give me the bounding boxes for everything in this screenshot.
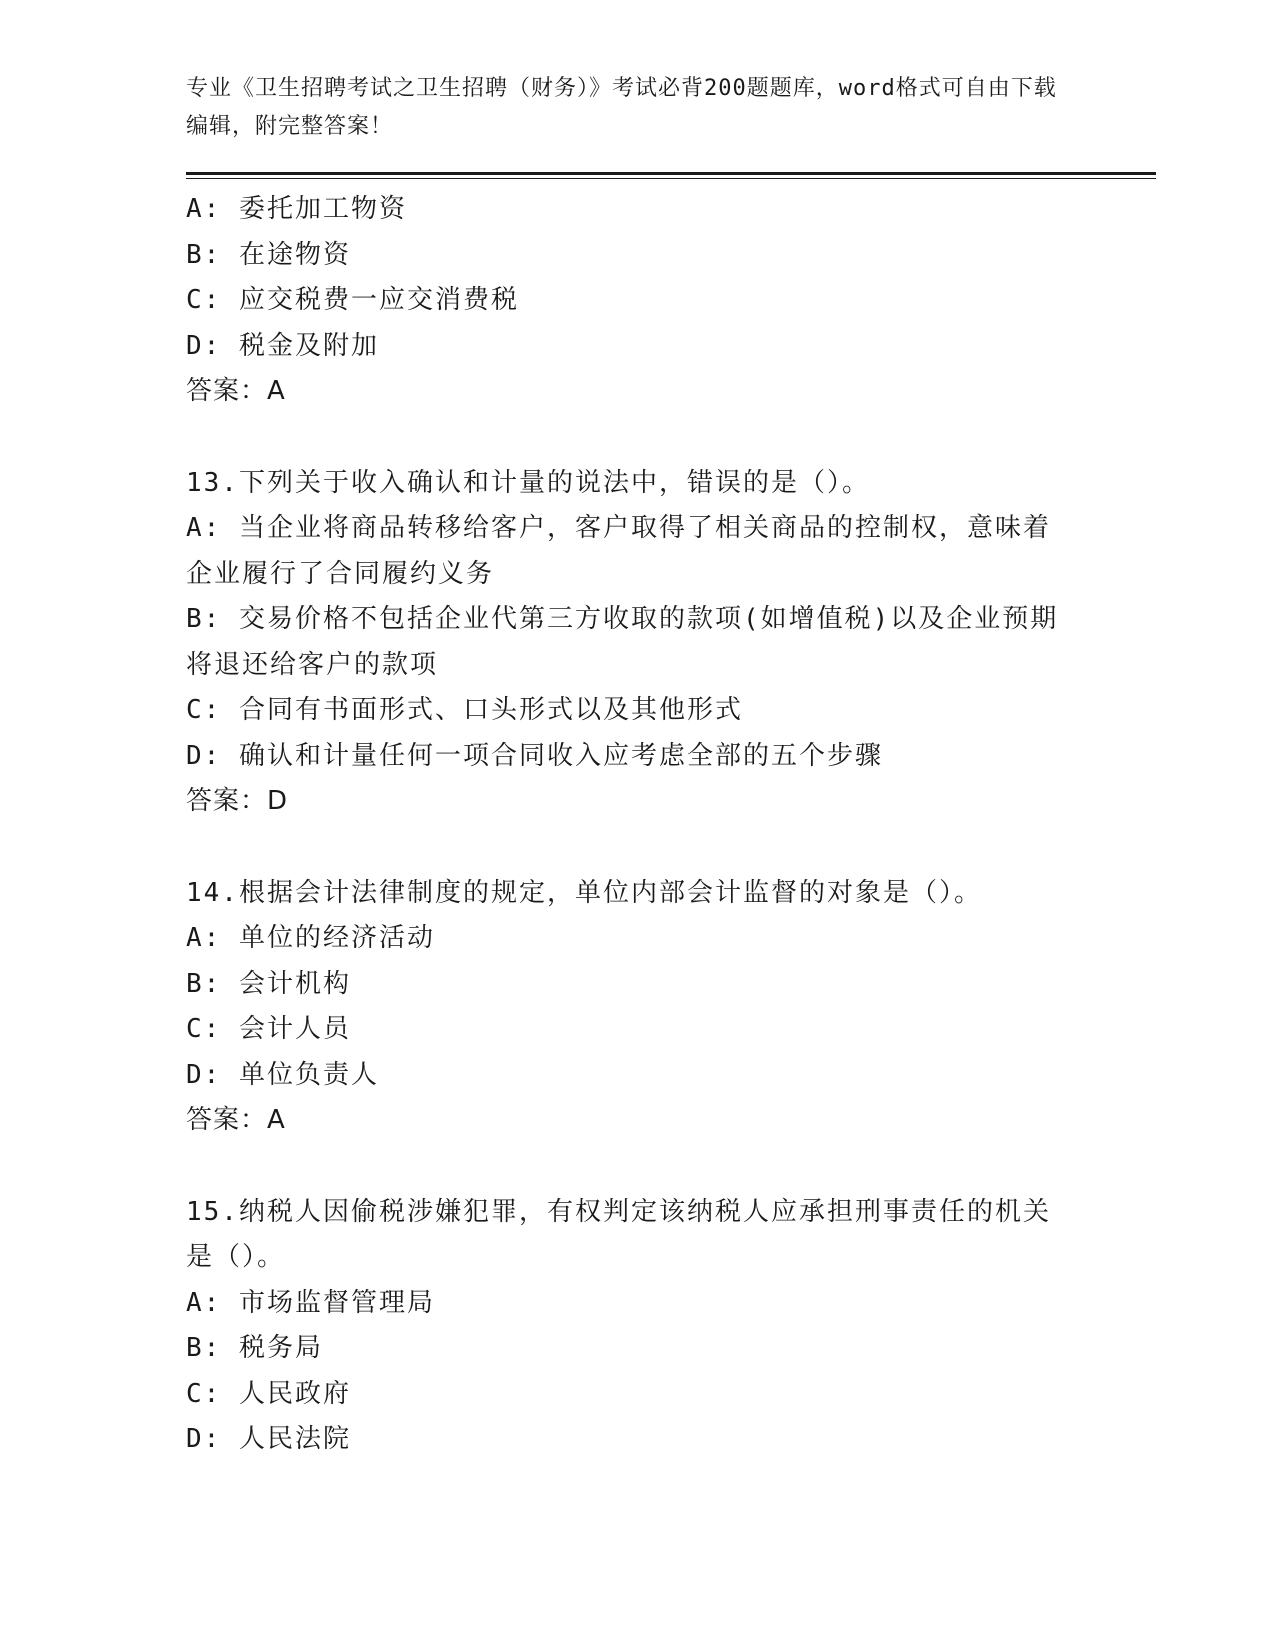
option-b: B: 税务局 <box>186 1333 323 1363</box>
question-13 <box>186 461 1066 825</box>
header-divider <box>186 172 1156 179</box>
option-d: D: 税金及附加 <box>186 330 379 361</box>
option-a: A: 市场监督管理局 <box>186 1287 435 1318</box>
option-d: D: 人民法院 <box>186 1424 351 1454</box>
question-stem: 15.纳税人因偷税涉嫌犯罪，有权判定该纳税人应承担刑事责任的机关是（）。 <box>186 1196 1051 1272</box>
option-d: D: 单位负责人 <box>186 1059 379 1090</box>
option-d: D: 确认和计量任何一项合同收入应考虑全部的五个步骤 <box>186 740 883 771</box>
answer-line: 答案：D <box>186 786 289 816</box>
option-a: A: 委托加工物资 <box>186 194 407 224</box>
document-header: 专业《卫生招聘考试之卫生招聘（财务）》考试必背200题题库，word格式可自由下载编辑，附完整答案！ <box>186 76 1057 139</box>
question-15 <box>186 1190 1066 1463</box>
answer-line: 答案：A <box>186 1105 286 1135</box>
question-stem: 14.根据会计法律制度的规定，单位内部会计监督的对象是（）。 <box>186 877 982 908</box>
option-b: B: 交易价格不包括企业代第三方收取的款项(如增值税)以及企业预期将退还给客户的款项 <box>186 604 1059 680</box>
document-page <box>186 70 1156 1463</box>
question-14 <box>186 871 1066 1144</box>
question-list <box>186 187 1066 1463</box>
question-stem: 13.下列关于收入确认和计量的说法中，错误的是（）。 <box>186 467 870 498</box>
answer-line: 答案：A <box>186 376 286 406</box>
option-b: B: 在途物资 <box>186 239 351 270</box>
question-12-tail <box>186 187 1066 415</box>
option-c: C: 合同有书面形式、口头形式以及其他形式 <box>186 695 743 725</box>
option-b: B: 会计机构 <box>186 968 351 999</box>
option-c: C: 人民政府 <box>186 1378 351 1409</box>
option-a: A: 当企业将商品转移给客户，客户取得了相关商品的控制权，意味着企业履行了合同履约义务 <box>186 513 1051 589</box>
option-c: C: 会计人员 <box>186 1014 351 1044</box>
option-a: A: 单位的经济活动 <box>186 923 435 953</box>
option-c: C: 应交税费一应交消费税 <box>186 285 519 315</box>
